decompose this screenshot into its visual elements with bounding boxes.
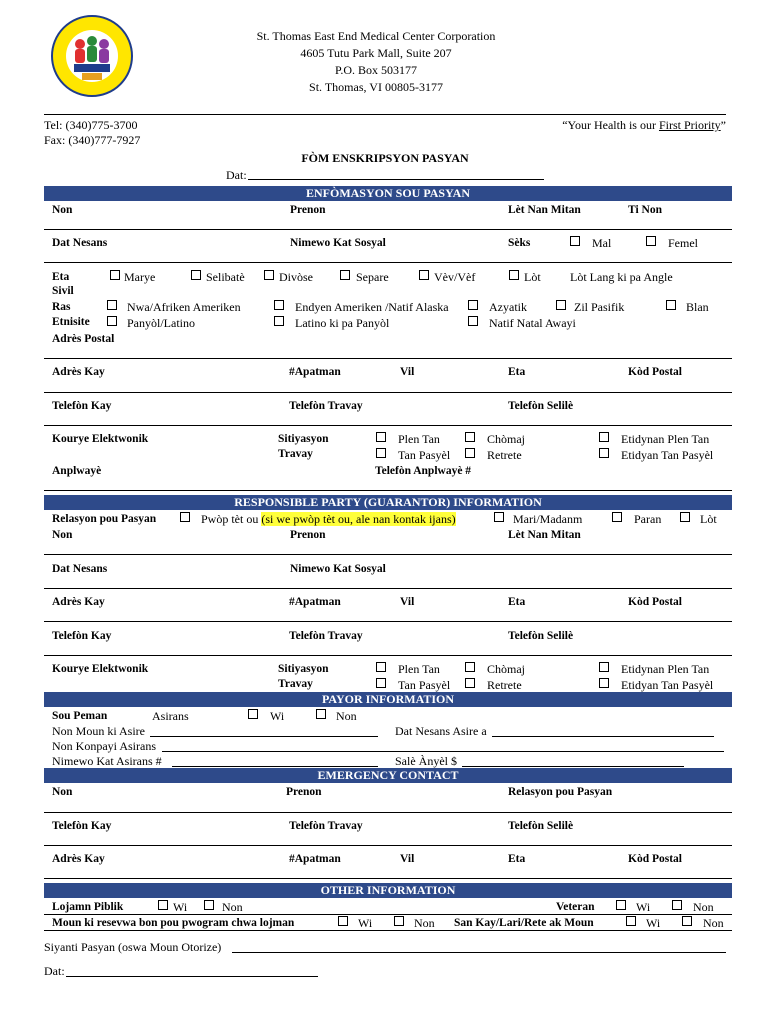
guarantor-part-time-checkbox[interactable] — [376, 678, 386, 688]
student-full-label: Etidynan Plen Tan — [621, 432, 710, 446]
insurance-company-label: Non Konpayi Asirans — [52, 739, 156, 753]
row-divider — [44, 554, 732, 555]
married-label: Marye — [124, 270, 156, 284]
emergency-address-label: Adrès Kay — [52, 853, 105, 865]
guarantor-zip-label: Kòd Postal — [628, 596, 682, 608]
veteran-no-label: Non — [693, 900, 714, 914]
spouse-label: Mari/Madanm — [513, 512, 583, 526]
race-black-checkbox[interactable] — [107, 300, 117, 310]
emergency-apartment-label: #Apatman — [289, 853, 341, 865]
row-divider — [44, 878, 732, 879]
org-name: St. Thomas East End Medical Center Corporation — [256, 29, 496, 43]
race-black-label: Nwa/Afriken Ameriken — [127, 300, 241, 314]
guarantor-city-label: Vil — [400, 596, 415, 608]
race-pacific-label: Zil Pasifik — [574, 300, 625, 314]
apartment-label: #Apatman — [289, 366, 341, 378]
widowed-checkbox[interactable] — [419, 270, 429, 280]
guarantor-state-label: Eta — [508, 596, 526, 608]
row-divider — [44, 845, 732, 846]
emergency-non-label: Non — [52, 786, 73, 798]
emergency-work-phone-label: Telefòn Travay — [289, 820, 363, 832]
org-address-1: 4605 Tutu Park Mall, Suite 207 — [300, 46, 452, 60]
homeless-label: San Kay/Lari/Rete ak Moun — [454, 917, 594, 929]
row-divider — [44, 425, 732, 426]
guarantor-unemployed-checkbox[interactable] — [465, 662, 475, 672]
guarantor-unemployed-label: Chòmaj — [487, 662, 525, 676]
form-title: FÒM ENSKRIPSYON PASYAN — [301, 151, 469, 165]
full-time-label: Plen Tan — [398, 432, 440, 446]
veteran-no-checkbox[interactable] — [672, 900, 682, 910]
insurance-label: Asirans — [152, 709, 189, 723]
student-part-label: Etidyan Tan Pasyèl — [621, 448, 714, 462]
emergency-state-label: Eta — [508, 853, 526, 865]
marital-status-label-1: Eta — [52, 271, 70, 283]
emergency-zip-label: Kòd Postal — [628, 853, 682, 865]
guarantor-student-full-checkbox[interactable] — [599, 662, 609, 672]
housing-voucher-no-checkbox[interactable] — [394, 916, 404, 926]
row-divider — [44, 392, 732, 393]
marital-status-label-2: Sivil — [52, 285, 74, 297]
other-status-label: Lòt — [524, 270, 541, 284]
housing-voucher-no-label: Non — [414, 916, 435, 930]
footer-date-label: Dat: — [44, 964, 65, 978]
guarantor-relationship-label: Relasyon pou Pasyan — [52, 513, 157, 525]
payment-source-label: Sou Peman — [52, 710, 108, 722]
part-time-checkbox[interactable] — [376, 448, 386, 458]
row-divider — [44, 358, 732, 359]
public-housing-no-checkbox[interactable] — [204, 900, 214, 910]
race-latino-label: Latino ki pa Panyòl — [295, 316, 390, 330]
other-status-checkbox[interactable] — [509, 270, 519, 280]
org-fax: Fax: (340)777-7927 — [44, 133, 141, 147]
public-housing-yes-checkbox[interactable] — [158, 900, 168, 910]
signature-label: Siyanti Pasyan (oswa Moun Otorize) — [44, 940, 222, 954]
race-hawaiian-checkbox[interactable] — [468, 316, 478, 326]
homeless-no-checkbox[interactable] — [682, 916, 692, 926]
guarantor-work-phone-label: Telefòn Travay — [289, 630, 363, 642]
emergency-relationship-label: Relasyon pou Pasyan — [508, 786, 613, 798]
patient-non-label: Non — [52, 204, 73, 216]
housing-voucher-yes-label: Wi — [358, 916, 373, 930]
full-time-checkbox[interactable] — [376, 432, 386, 442]
race-hawaiian-label: Natif Natal Awayi — [489, 316, 576, 330]
part-time-label: Tan Pasyèl — [398, 448, 451, 462]
guarantor-section-header: RESPONSIBLE PARTY (GUARANTOR) INFORMATION — [44, 495, 732, 510]
insurance-card-label: Nimewo Kat Asirans # — [52, 754, 162, 768]
insurance-card-input[interactable] — [172, 766, 378, 767]
payor-section-header: PAYOR INFORMATION — [44, 692, 732, 707]
race-label-1: Ras — [52, 301, 71, 313]
employment-label-2: Travay — [278, 448, 313, 460]
work-phone-label: Telefòn Travay — [289, 400, 363, 412]
zip-label: Kòd Postal — [628, 366, 682, 378]
race-hispanic-checkbox[interactable] — [107, 316, 117, 326]
insurance-company-input[interactable] — [162, 751, 724, 752]
race-white-checkbox[interactable] — [666, 300, 676, 310]
guarantor-middle-label: Lèt Nan Mitan — [508, 529, 581, 541]
other-section-header: OTHER INFORMATION — [44, 883, 732, 898]
emergency-prenon-label: Prenon — [286, 786, 322, 798]
row-divider — [44, 490, 732, 491]
sex-female-label: Femel — [668, 236, 698, 250]
row-divider — [44, 621, 732, 622]
guarantor-full-time-label: Plen Tan — [398, 662, 440, 676]
sex-male-label: Mal — [592, 236, 612, 250]
guarantor-apartment-label: #Apatman — [289, 596, 341, 608]
retired-checkbox[interactable] — [465, 448, 475, 458]
veteran-yes-checkbox[interactable] — [616, 900, 626, 910]
org-address-2: P.O. Box 503177 — [334, 63, 418, 77]
patient-ssn-label: Nimewo Kat Sosyal — [290, 237, 386, 249]
race-white-label: Blan — [686, 300, 709, 314]
race-native-label: Endyen Ameriken /Natif Alaska — [295, 300, 449, 314]
signature-input[interactable] — [232, 952, 726, 953]
patient-section-header: ENFÒMASYON SOU PASYAN — [44, 186, 732, 201]
homeless-yes-label: Wi — [646, 916, 661, 930]
sex-male-checkbox[interactable] — [570, 236, 580, 246]
home-address-label: Adrès Kay — [52, 366, 105, 378]
separated-checkbox[interactable] — [340, 270, 350, 280]
emergency-section-header: EMERGENCY CONTACT — [44, 768, 732, 783]
guarantor-ssn-label: Nimewo Kat Sosyal — [290, 563, 386, 575]
employment-label-1: Sitiyasyon — [278, 433, 329, 445]
emergency-cell-phone-label: Telefòn Selilè — [508, 820, 574, 832]
patient-nickname-label: Ti Non — [628, 204, 662, 216]
married-checkbox[interactable] — [110, 270, 120, 280]
insurance-no-label: Non — [336, 709, 357, 723]
guarantor-employment-label-2: Travay — [278, 678, 313, 690]
guarantor-employment-label-1: Sitiyasyon — [278, 663, 329, 675]
separated-label: Separe — [356, 270, 389, 284]
parent-label: Paran — [634, 512, 662, 526]
spouse-checkbox[interactable] — [494, 512, 504, 522]
emergency-home-phone-label: Telefòn Kay — [52, 820, 112, 832]
row-divider — [44, 812, 732, 813]
motto: “Your Health is our First Priority” — [562, 118, 726, 132]
guarantor-retired-checkbox[interactable] — [465, 678, 475, 688]
guarantor-part-time-label: Tan Pasyèl — [398, 678, 451, 692]
race-native-checkbox[interactable] — [274, 300, 284, 310]
organization-logo — [50, 14, 134, 98]
insured-name-label: Non Moun ki Asire — [52, 724, 145, 738]
public-housing-yes-label: Wi — [173, 900, 188, 914]
self-checkbox[interactable] — [180, 512, 190, 522]
veteran-yes-label: Wi — [636, 900, 651, 914]
home-phone-label: Telefòn Kay — [52, 400, 112, 412]
homeless-yes-checkbox[interactable] — [626, 916, 636, 926]
guarantor-full-time-checkbox[interactable] — [376, 662, 386, 672]
public-housing-no-label: Non — [222, 900, 243, 914]
insured-dob-label: Dat Nesans Asire a — [395, 724, 487, 738]
guarantor-student-full-label: Etidynan Plen Tan — [621, 662, 710, 676]
insurance-yes-checkbox[interactable] — [248, 709, 258, 719]
student-part-checkbox[interactable] — [599, 448, 609, 458]
sex-female-checkbox[interactable] — [646, 236, 656, 246]
widowed-label: Vèv/Vèf — [434, 270, 476, 284]
annual-salary-input[interactable] — [462, 766, 684, 767]
patient-middle-label: Lèt Nan Mitan — [508, 204, 581, 216]
guarantor-email-label: Kourye Elektwonik — [52, 663, 149, 675]
guarantor-other-label: Lòt — [700, 512, 717, 526]
row-divider — [44, 229, 732, 230]
emergency-city-label: Vil — [400, 853, 415, 865]
patient-dob-label: Dat Nesans — [52, 237, 108, 249]
cell-phone-label: Telefòn Selilè — [508, 400, 574, 412]
guarantor-student-part-label: Etidyan Tan Pasyèl — [621, 678, 714, 692]
insurance-yes-label: Wi — [270, 709, 285, 723]
guarantor-address-label: Adrès Kay — [52, 596, 105, 608]
single-checkbox[interactable] — [191, 270, 201, 280]
guarantor-student-part-checkbox[interactable] — [599, 678, 609, 688]
guarantor-cell-phone-label: Telefòn Selilè — [508, 630, 574, 642]
row-divider — [44, 930, 732, 931]
footer-date-input[interactable] — [66, 976, 318, 977]
header-rule — [44, 114, 726, 115]
homeless-no-label: Non — [703, 916, 724, 930]
mailing-address-label: Adrès Postal — [52, 333, 115, 345]
parent-checkbox[interactable] — [612, 512, 622, 522]
annual-salary-label: Salè Ànyèl $ — [395, 754, 457, 768]
self-label: Pwòp tèt ou (si we pwòp tèt ou, ale nan kontak ijans) — [201, 512, 456, 526]
row-divider — [44, 914, 732, 915]
employer-label: Anplwayè — [52, 465, 102, 477]
divorced-checkbox[interactable] — [264, 270, 274, 280]
guarantor-prenon-label: Prenon — [290, 529, 326, 541]
org-tel: Tel: (340)775-3700 — [44, 118, 138, 132]
row-divider — [44, 262, 732, 263]
org-address-3: St. Thomas, VI 00805-3177 — [309, 80, 443, 94]
divorced-label: Divòse — [279, 270, 313, 284]
public-housing-label: Lojamn Piblik — [52, 901, 124, 913]
retired-label: Retrete — [487, 448, 522, 462]
student-full-checkbox[interactable] — [599, 432, 609, 442]
other-language-label: Lòt Lang ki pa Angle — [570, 270, 673, 284]
race-pacific-checkbox[interactable] — [556, 300, 566, 310]
guarantor-non-label: Non — [52, 529, 73, 541]
unemployed-label: Chòmaj — [487, 432, 525, 446]
guarantor-home-phone-label: Telefòn Kay — [52, 630, 112, 642]
race-hispanic-label: Panyòl/Latino — [127, 316, 195, 330]
race-latino-checkbox[interactable] — [274, 316, 284, 326]
date-label: Dat: — [226, 168, 247, 182]
unemployed-checkbox[interactable] — [465, 432, 475, 442]
state-label: Eta — [508, 366, 526, 378]
insured-name-input[interactable] — [150, 736, 378, 737]
single-label: Selibatè — [206, 270, 245, 284]
row-divider — [44, 588, 732, 589]
city-label: Vil — [400, 366, 415, 378]
race-label-2: Etnisite — [52, 316, 90, 328]
veteran-label: Veteran — [556, 901, 595, 913]
housing-voucher-yes-checkbox[interactable] — [338, 916, 348, 926]
housing-voucher-label: Moun ki resevwa bon pou pwogram chwa lojman — [52, 917, 295, 929]
row-divider — [44, 655, 732, 656]
guarantor-retired-label: Retrete — [487, 678, 522, 692]
guarantor-other-checkbox[interactable] — [680, 512, 690, 522]
employer-phone-label: Telefòn Anplwayè # — [375, 465, 472, 477]
patient-prenon-label: Prenon — [290, 204, 326, 216]
insurance-no-checkbox[interactable] — [316, 709, 326, 719]
guarantor-dob-label: Dat Nesans — [52, 563, 108, 575]
race-asian-label: Azyatik — [489, 300, 527, 314]
race-asian-checkbox[interactable] — [468, 300, 478, 310]
email-label: Kourye Elektwonik — [52, 433, 149, 445]
patient-sex-label: Sèks — [508, 237, 531, 249]
date-input[interactable] — [248, 179, 544, 180]
insured-dob-input[interactable] — [492, 736, 714, 737]
